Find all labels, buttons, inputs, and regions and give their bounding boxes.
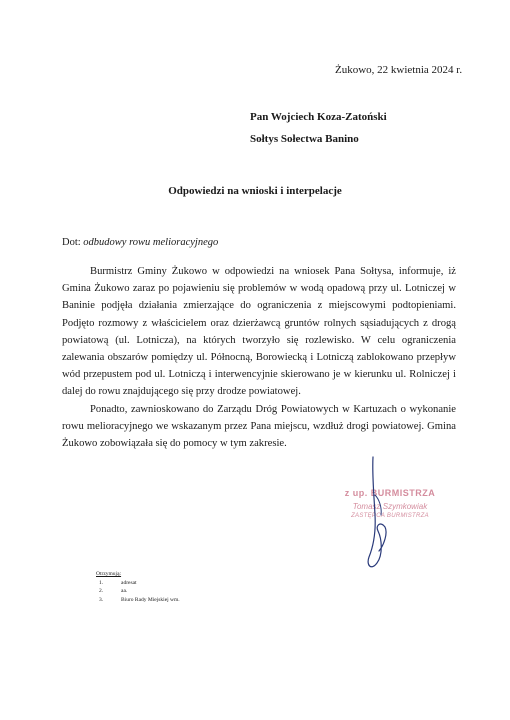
regarding-line	[62, 237, 218, 248]
recipient-title: Sołtys Sołectwa Banino	[250, 133, 359, 145]
list-item	[96, 596, 180, 605]
letter-body	[62, 263, 456, 452]
handwritten-signature	[355, 455, 415, 575]
stamp-line-1: z up. BURMISTRZA	[344, 488, 436, 498]
stamp-line-2: Tomasz Szymkowiak	[352, 502, 428, 511]
body-paragraph-1: Burmistrz Gminy Żukowo w odpowiedzi na wniosek Pana Sołtysa, informuje, iż Gmina Żukowo zaraz po pojawieniu się problemów w wodą opadową przy ul. Lotniczej w Baninie podjęła działania zmierzające do ograniczenia z miejscowymi podtopieniami. Podjęto rozmowy z właścicielem oraz dzierżawcą gruntów rolnych sąsiadujących z drogą powiatową (ul. Lotnicza), na których tworzyło się rozlewisko. W celu ograniczenia zalewania obszarów pomiędzy ul. Północną, Borowiecką i Lotniczą zablokowano przepływ wód przepustem pod ul. Lotniczą i interwencyjnie skierowano je w kierunku ul. Rolniczej i dalej do rowu znajdującego się przy drodze powiatowej.	[62, 266, 456, 398]
list-item	[96, 587, 180, 596]
list-item-text: Biuro Rady Miejskiej wm.	[121, 596, 180, 603]
list-item-text: aa.	[121, 588, 128, 595]
letter-date: Żukowo, 22 kwietnia 2024 r.	[335, 64, 463, 76]
list-item-number: 1.	[99, 579, 104, 586]
list-item-text: adresat	[121, 579, 137, 586]
stamp-line-3: ZASTĘPCA BURMISTRZA	[351, 513, 429, 519]
list-item	[96, 579, 180, 588]
list-item-number: 2.	[99, 588, 104, 595]
recipient-name: Pan Wojciech Koza-Zatoński	[250, 111, 387, 123]
letter-subject: Odpowiedzi na wnioski i interpelacje	[168, 185, 342, 197]
distribution-list	[96, 570, 180, 604]
body-paragraph-2: Ponadto, zawnioskowano do Zarządu Dróg Powiatowych w Kartuzach o wykonanie rowu melioracyjnego we wskazanym przez Pana miejscu, wzdłuż drogi powiatowej. Gmina Żukowo zobowiązała się do pomocy w tym zakresie.	[62, 403, 456, 450]
list-item-number: 3.	[99, 596, 104, 603]
regarding-label: Dot:	[62, 237, 81, 248]
regarding-text: odbudowy rowu melioracyjnego	[83, 237, 219, 248]
distribution-heading: Otrzymują:	[96, 571, 122, 577]
